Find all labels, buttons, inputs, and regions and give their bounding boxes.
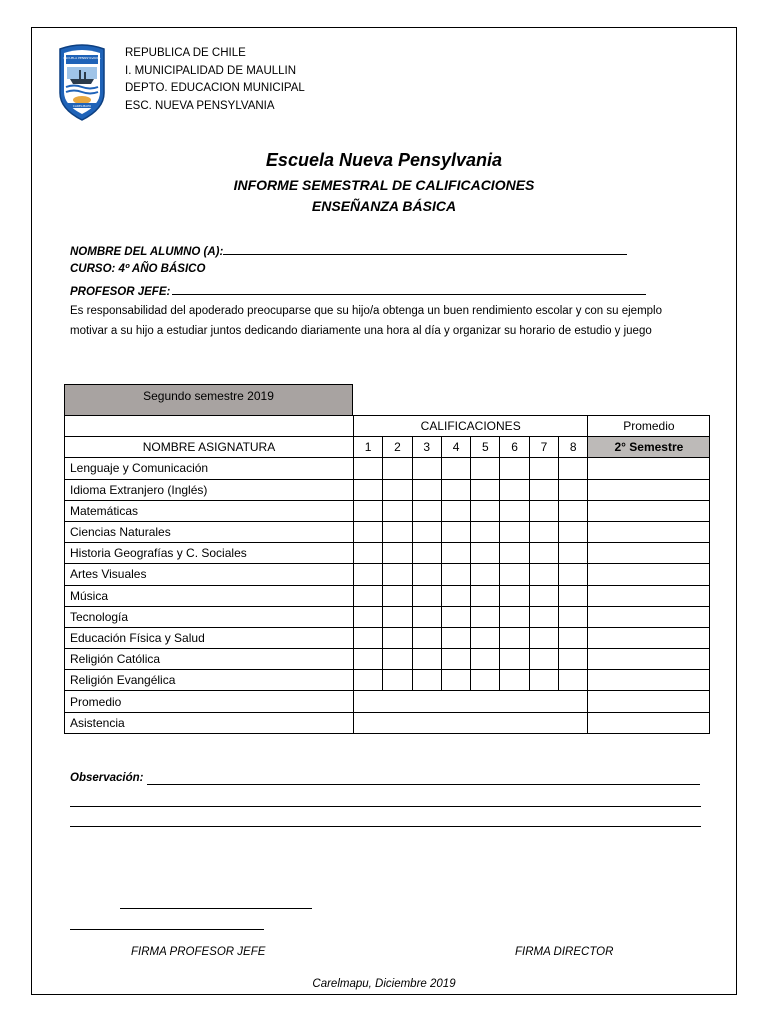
- grade-cell[interactable]: [441, 521, 470, 542]
- grade-cell[interactable]: [559, 606, 588, 627]
- grade-cell[interactable]: [354, 670, 383, 691]
- grade-cell[interactable]: [441, 585, 470, 606]
- grade-cell[interactable]: [412, 649, 441, 670]
- student-name-field: [70, 243, 627, 258]
- grade-cell[interactable]: [529, 585, 558, 606]
- attendance-final-cell[interactable]: [588, 712, 710, 733]
- grade-cell[interactable]: [441, 500, 470, 521]
- grade-cell[interactable]: [471, 670, 500, 691]
- average-header: Promedio: [588, 416, 710, 437]
- grade-cell[interactable]: [412, 585, 441, 606]
- grade-cell[interactable]: [471, 479, 500, 500]
- grade-cell[interactable]: [471, 649, 500, 670]
- grade-cell[interactable]: [354, 564, 383, 585]
- grade-cell[interactable]: [383, 627, 412, 648]
- subject-average-cell[interactable]: [588, 479, 710, 500]
- attendance-grades-cell[interactable]: [354, 712, 588, 733]
- teacher-signature-label: FIRMA PROFESOR JEFE: [131, 946, 266, 958]
- grade-cell[interactable]: [559, 543, 588, 564]
- institution-header: [125, 45, 305, 115]
- subject-name: Educación Física y Salud: [65, 627, 354, 648]
- head-teacher-field: [70, 283, 646, 298]
- grade-cell[interactable]: [471, 500, 500, 521]
- subject-average-cell[interactable]: [588, 649, 710, 670]
- grade-cell[interactable]: [559, 500, 588, 521]
- grade-cell[interactable]: [383, 585, 412, 606]
- subject-average-cell[interactable]: [588, 564, 710, 585]
- subject-average-cell[interactable]: [588, 670, 710, 691]
- grade-cell[interactable]: [441, 458, 470, 479]
- grade-cell[interactable]: [412, 670, 441, 691]
- grade-cell[interactable]: [383, 606, 412, 627]
- head-teacher-line[interactable]: [172, 283, 646, 295]
- grade-cell[interactable]: [500, 521, 529, 542]
- grade-cell[interactable]: [441, 564, 470, 585]
- grade-cell[interactable]: [354, 543, 383, 564]
- grade-cell[interactable]: [529, 606, 558, 627]
- grade-number-header: 3: [412, 437, 441, 458]
- grade-cell[interactable]: [441, 670, 470, 691]
- grade-cell[interactable]: [412, 458, 441, 479]
- subject-name: Ciencias Naturales: [65, 521, 354, 542]
- grade-cell[interactable]: [500, 458, 529, 479]
- guardian-notice-paragraph: Es responsabilidad del apoderado preocuparse que su hijo/a obtenga un buen rendimiento escolar y con su ejemplo motivar a su hijo a estudiar juntos dedicando diariamente una hora al día y organizar su horario de estudio y juego: [70, 305, 663, 337]
- grade-cell[interactable]: [500, 670, 529, 691]
- table-row: [65, 670, 710, 691]
- header-line: I. MUNICIPALIDAD DE MAULLIN: [125, 64, 297, 77]
- grade-number-header: 4: [441, 437, 470, 458]
- grade-number-header: 6: [500, 437, 529, 458]
- grade-cell[interactable]: [412, 479, 441, 500]
- grade-cell[interactable]: [354, 500, 383, 521]
- grade-cell[interactable]: [500, 627, 529, 648]
- average-row-label: Promedio: [65, 691, 354, 712]
- grade-number-header: 2: [383, 437, 412, 458]
- level-title: ENSEÑANZA BÁSICA: [311, 198, 457, 214]
- semester-header: 2° Semestre: [588, 437, 710, 458]
- grade-cell[interactable]: [383, 670, 412, 691]
- grade-cell[interactable]: [441, 627, 470, 648]
- grade-number-header: 1: [354, 437, 383, 458]
- grade-cell[interactable]: [383, 564, 412, 585]
- grade-cell[interactable]: [441, 543, 470, 564]
- observation-line[interactable]: [70, 806, 701, 807]
- blank-header-cell: [65, 416, 354, 437]
- grade-cell[interactable]: [559, 564, 588, 585]
- table-row: [65, 627, 710, 648]
- table-row: [65, 649, 710, 670]
- subject-average-cell[interactable]: [588, 627, 710, 648]
- school-title: Escuela Nueva Pensylvania: [265, 150, 503, 170]
- grade-cell[interactable]: [559, 458, 588, 479]
- subject-average-cell[interactable]: [588, 500, 710, 521]
- place-date-footer: Carelmapu, Diciembre 2019: [312, 978, 456, 990]
- grade-cell[interactable]: [500, 500, 529, 521]
- grade-cell[interactable]: [529, 627, 558, 648]
- grade-cell[interactable]: [354, 585, 383, 606]
- grades-table: [64, 415, 710, 734]
- subject-name: Idioma Extranjero (Inglés): [65, 479, 354, 500]
- table-subheader-row: [65, 437, 710, 458]
- grade-cell[interactable]: [412, 627, 441, 648]
- subject-name: Religión Evangélica: [65, 670, 354, 691]
- grade-cell[interactable]: [529, 479, 558, 500]
- table-row: [65, 606, 710, 627]
- grade-cell[interactable]: [529, 458, 558, 479]
- grade-cell[interactable]: [471, 564, 500, 585]
- subject-average-cell[interactable]: [588, 521, 710, 542]
- observation-line[interactable]: [70, 826, 701, 827]
- average-row-grades-cell[interactable]: [354, 691, 588, 712]
- table-header-row: [65, 416, 710, 437]
- grade-cell[interactable]: [559, 649, 588, 670]
- subject-header: NOMBRE ASIGNATURA: [65, 437, 354, 458]
- subject-name: Religión Católica: [65, 649, 354, 670]
- grade-cell[interactable]: [559, 521, 588, 542]
- attendance-row-label: Asistencia: [65, 712, 354, 733]
- subject-name: Historia Geografías y C. Sociales: [65, 543, 354, 564]
- header-line: ESC. NUEVA PENSYLVANIA: [125, 99, 275, 112]
- table-row: [65, 521, 710, 542]
- grade-cell[interactable]: [471, 458, 500, 479]
- table-row: [65, 500, 710, 521]
- header-line: DEPTO. EDUCACION MUNICIPAL: [125, 82, 305, 95]
- grade-cell[interactable]: [471, 627, 500, 648]
- subject-name: Matemáticas: [65, 500, 354, 521]
- grade-cell[interactable]: [529, 649, 558, 670]
- grade-number-header: 5: [471, 437, 500, 458]
- head-teacher-label: PROFESOR JEFE:: [70, 286, 171, 298]
- grade-cell[interactable]: [441, 479, 470, 500]
- grade-cell[interactable]: [412, 500, 441, 521]
- grade-cell[interactable]: [529, 500, 558, 521]
- grade-cell[interactable]: [559, 627, 588, 648]
- report-title: INFORME SEMESTRAL DE CALIFICACIONES: [233, 177, 535, 193]
- table-row: [65, 543, 710, 564]
- header-line: REPUBLICA DE CHILE: [125, 47, 246, 59]
- grade-cell[interactable]: [471, 606, 500, 627]
- grade-cell[interactable]: [500, 543, 529, 564]
- subject-name: Lenguaje y Comunicación: [65, 458, 354, 479]
- table-row: [65, 458, 710, 479]
- grade-cell[interactable]: [354, 479, 383, 500]
- subject-name: Música: [65, 585, 354, 606]
- subject-average-cell[interactable]: [588, 606, 710, 627]
- grade-cell[interactable]: [354, 458, 383, 479]
- school-crest-logo: [57, 43, 107, 121]
- average-row-final-cell[interactable]: [588, 691, 710, 712]
- grade-cell[interactable]: [441, 649, 470, 670]
- grade-cell[interactable]: [354, 521, 383, 542]
- grade-cell[interactable]: [500, 649, 529, 670]
- grade-cell[interactable]: [412, 564, 441, 585]
- average-row: [65, 691, 710, 712]
- grade-cell[interactable]: [500, 564, 529, 585]
- grade-cell[interactable]: [529, 543, 558, 564]
- subject-name: Tecnología: [65, 606, 354, 627]
- student-name-label: NOMBRE DEL ALUMNO (A):: [70, 246, 224, 258]
- table-row: [65, 479, 710, 500]
- grade-cell[interactable]: [500, 585, 529, 606]
- semester-title: Segundo semestre 2019: [64, 384, 353, 415]
- director-signature-label: FIRMA DIRECTOR: [515, 946, 614, 958]
- grade-cell[interactable]: [412, 521, 441, 542]
- grade-cell[interactable]: [471, 585, 500, 606]
- grade-cell[interactable]: [441, 606, 470, 627]
- grade-cell[interactable]: [559, 479, 588, 500]
- grade-cell[interactable]: [383, 649, 412, 670]
- grade-cell[interactable]: [559, 670, 588, 691]
- grade-cell[interactable]: [529, 564, 558, 585]
- table-row: [65, 564, 710, 585]
- subject-name: Artes Visuales: [65, 564, 354, 585]
- grade-cell[interactable]: [383, 521, 412, 542]
- grade-cell[interactable]: [529, 670, 558, 691]
- student-name-line[interactable]: [223, 243, 627, 255]
- grade-cell[interactable]: [354, 627, 383, 648]
- grade-cell[interactable]: [500, 479, 529, 500]
- signature-line-short[interactable]: [120, 908, 312, 909]
- grade-number-header: 7: [529, 437, 558, 458]
- svg-text:ESCUELA PENNSYLVANIA: ESCUELA PENNSYLVANIA: [63, 56, 101, 60]
- signature-line-teacher[interactable]: [70, 929, 264, 930]
- grade-cell[interactable]: [383, 500, 412, 521]
- table-row: [65, 585, 710, 606]
- svg-text:CARELMAPU: CARELMAPU: [72, 103, 92, 108]
- grade-cell[interactable]: [471, 543, 500, 564]
- observation-label: Observación:: [70, 772, 144, 784]
- observation-line[interactable]: [147, 784, 700, 785]
- grade-number-header: 8: [559, 437, 588, 458]
- course-field: CURSO: 4º AÑO BÁSICO: [70, 263, 206, 275]
- grade-cell[interactable]: [412, 606, 441, 627]
- grade-cell[interactable]: [354, 649, 383, 670]
- grade-cell[interactable]: [500, 606, 529, 627]
- subject-average-cell[interactable]: [588, 458, 710, 479]
- grade-cell[interactable]: [383, 543, 412, 564]
- subject-average-cell[interactable]: [588, 543, 710, 564]
- grade-cell[interactable]: [354, 606, 383, 627]
- grades-header: CALIFICACIONES: [354, 416, 588, 437]
- grade-cell[interactable]: [559, 585, 588, 606]
- grade-cell[interactable]: [383, 479, 412, 500]
- grade-cell[interactable]: [471, 521, 500, 542]
- grade-cell[interactable]: [383, 458, 412, 479]
- grade-cell[interactable]: [412, 543, 441, 564]
- subject-average-cell[interactable]: [588, 585, 710, 606]
- grade-cell[interactable]: [529, 521, 558, 542]
- attendance-row: [65, 712, 710, 733]
